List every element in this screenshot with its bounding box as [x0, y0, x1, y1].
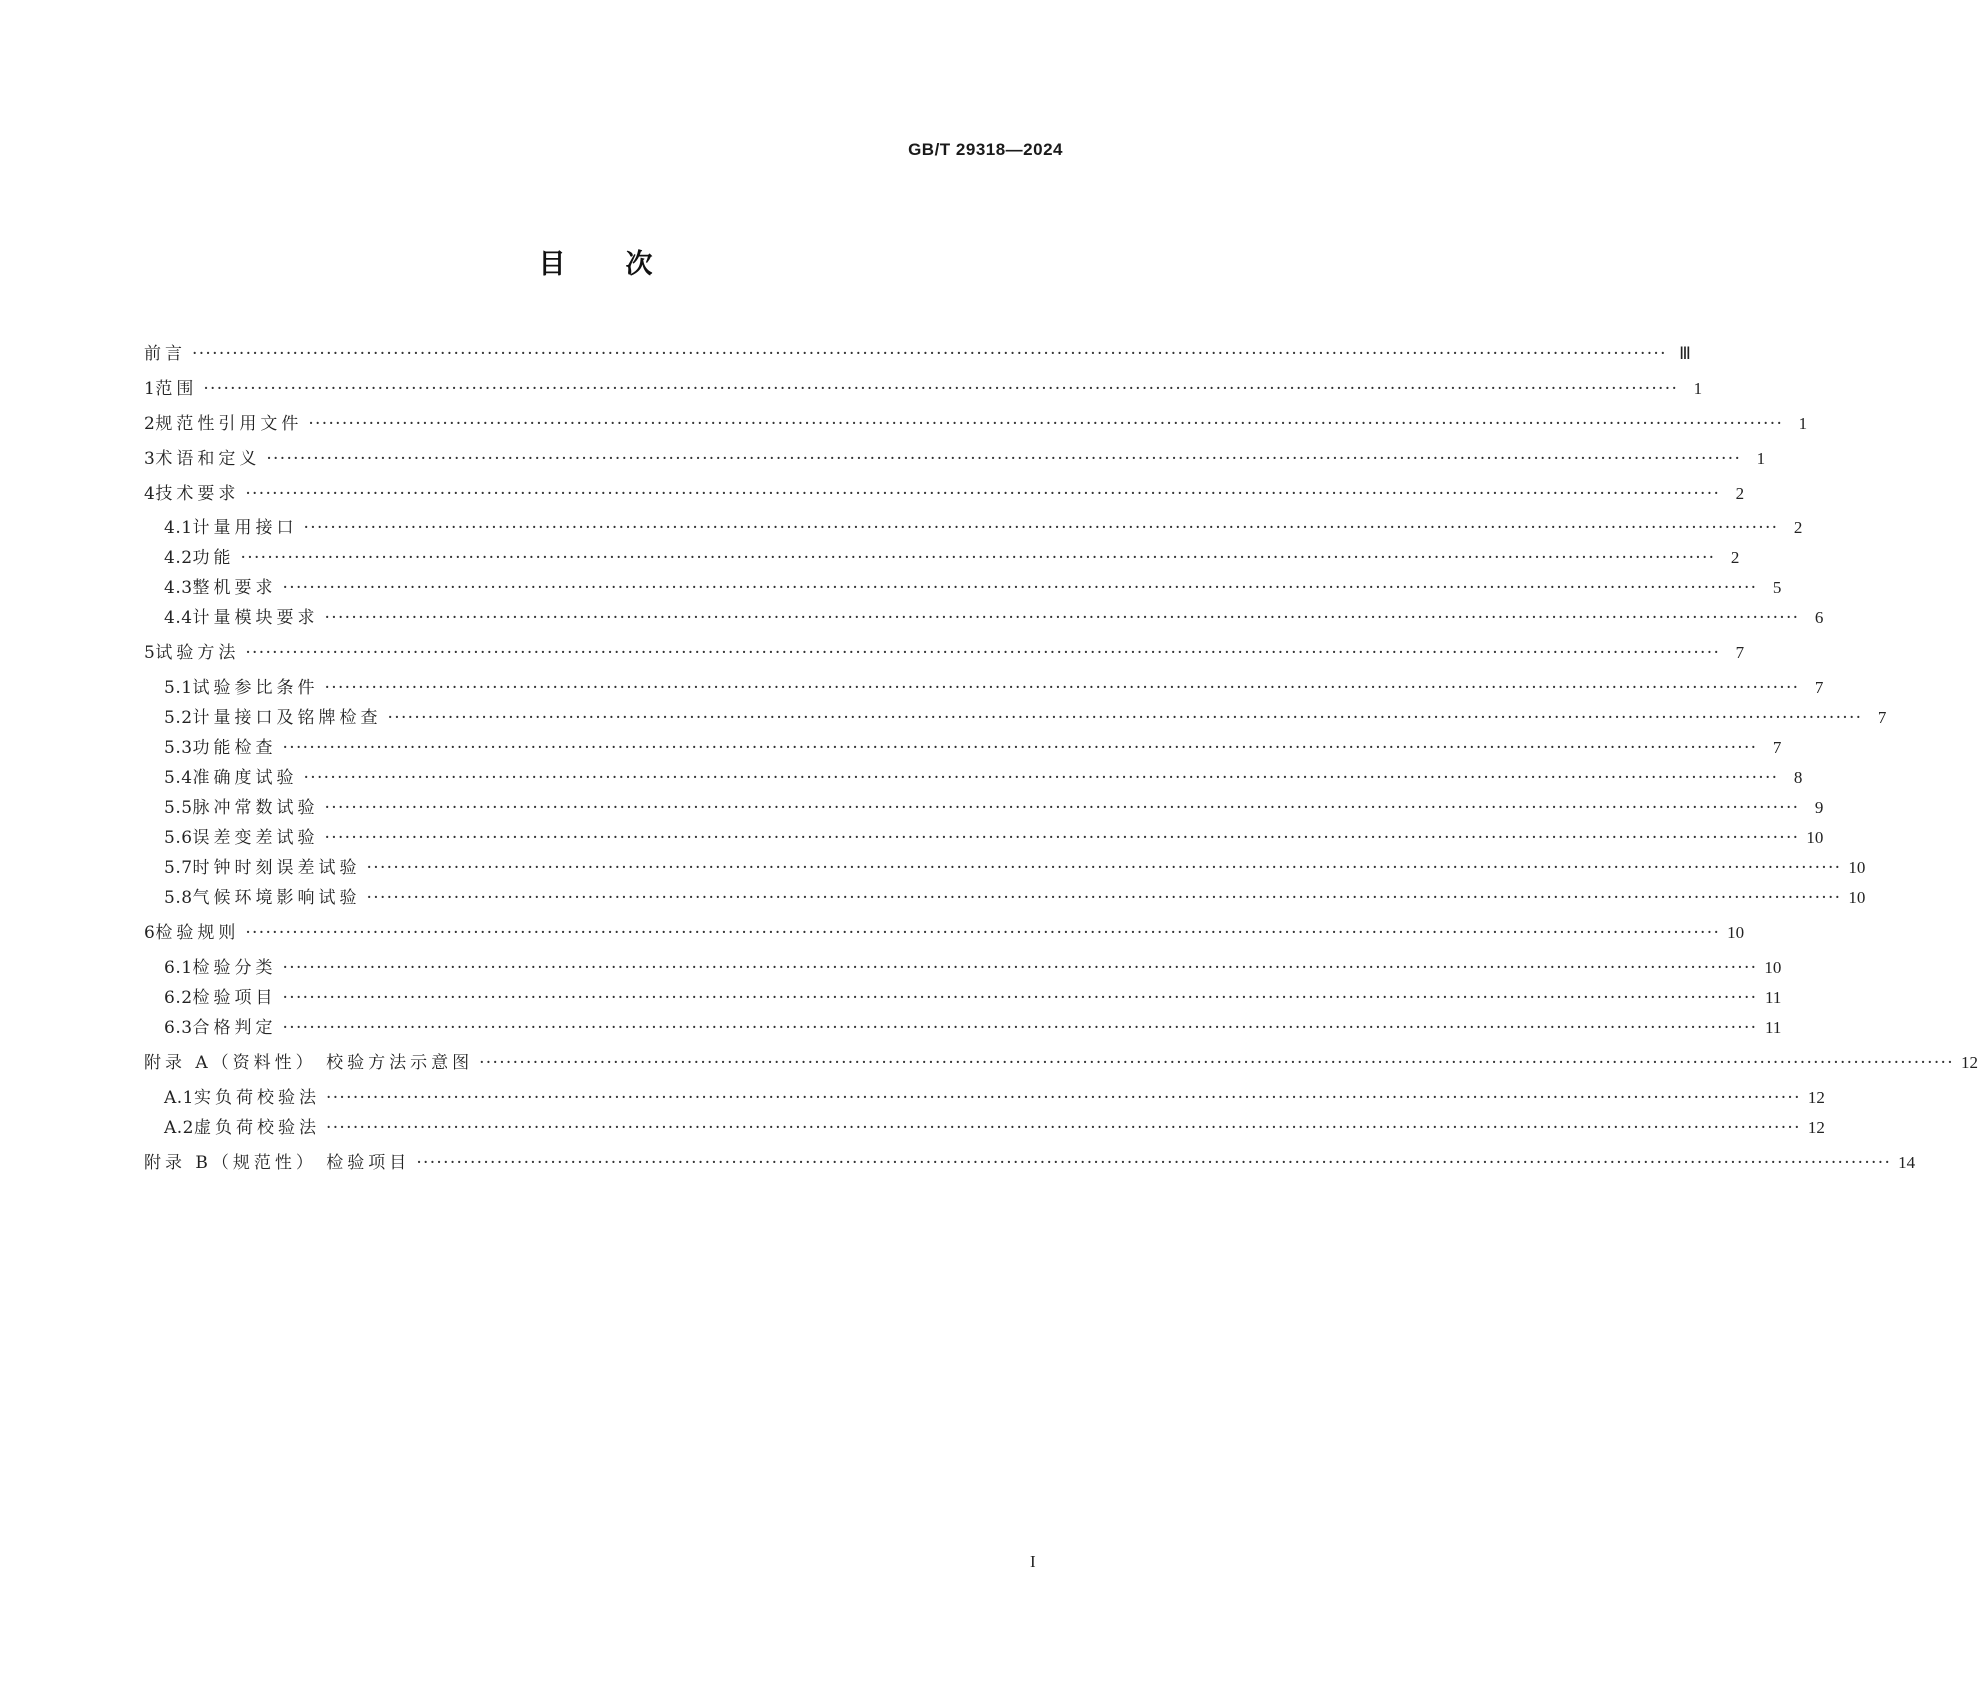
dot-leader: ····························································································································································································································	[245, 923, 1721, 943]
toc-entry[interactable]	[144, 1051, 1978, 1075]
toc-entry-page: 2	[1730, 548, 1740, 567]
toc-entry[interactable]	[144, 412, 1808, 436]
toc-entry-label: 合格判定	[192, 1018, 277, 1038]
toc-entry-label: 检验规则	[155, 923, 240, 943]
toc-entry-label: 计量接口及铭牌检查	[192, 708, 382, 728]
toc-entry-number: 3	[144, 449, 156, 469]
toc-entry-page: 12	[1807, 1118, 1825, 1137]
dot-leader: ····························································································································································································································	[266, 449, 1742, 469]
toc-entry[interactable]	[144, 342, 1691, 366]
dot-leader: ····························································································································································································································	[240, 548, 1716, 568]
standard-code: GB/T 29318—2024	[908, 140, 1063, 159]
toc-entry-number: 6.1	[164, 958, 193, 978]
toc-entry-number: 4.2	[164, 548, 193, 568]
dot-leader: ····························································································································································································································	[366, 888, 1842, 908]
toc-entry-page: 7	[1735, 643, 1745, 662]
toc-entry-page: 1	[1693, 379, 1703, 398]
toc-entry[interactable]	[144, 447, 1766, 471]
toc-entry-number: 5.8	[164, 888, 193, 908]
toc-entry-page: 12	[1807, 1088, 1825, 1107]
toc-entry-label: 准确度试验	[192, 768, 298, 788]
toc-entry[interactable]	[144, 956, 1782, 980]
toc-entry-label: 规范性引用文件	[155, 414, 303, 434]
toc-entry-label: 脉冲常数试验	[192, 798, 319, 818]
toc-entry-label: 前言	[144, 344, 186, 364]
toc-entry-page: 1	[1756, 449, 1766, 468]
toc-entry-label: 试验参比条件	[192, 678, 319, 698]
toc-entry[interactable]	[144, 1116, 1825, 1140]
toc-entry-page: 7	[1877, 708, 1887, 727]
dot-leader: ····························································································································································································································	[203, 379, 1679, 399]
toc-entry-number: 5.2	[164, 708, 193, 728]
toc-entry[interactable]	[144, 796, 1824, 820]
toc-entry[interactable]	[144, 546, 1740, 570]
dot-leader: ····························································································································································································································	[416, 1153, 1892, 1173]
dot-leader: ····························································································································································································································	[326, 1088, 1801, 1108]
toc-entry-page: 9	[1814, 798, 1824, 817]
toc-entry-label: 气候环境影响试验	[192, 888, 361, 908]
toc-entry-page: 2	[1793, 518, 1803, 537]
toc-entry[interactable]	[144, 766, 1803, 790]
dot-leader: ····························································································································································································································	[282, 988, 1758, 1008]
toc-entry-number: 6	[144, 923, 156, 943]
toc-entry[interactable]	[144, 1016, 1782, 1040]
toc-entry[interactable]	[144, 736, 1782, 760]
toc-entry[interactable]	[144, 606, 1824, 630]
title-char-2: 次	[625, 249, 653, 280]
dot-leader: ····························································································································································································································	[324, 678, 1800, 698]
dot-leader: ····························································································································································································································	[303, 518, 1779, 538]
toc-entry-label: 功能	[192, 548, 235, 568]
toc-entry-number: 4.4	[164, 608, 193, 628]
toc-entry-label: 误差变差试验	[192, 828, 319, 848]
toc-entry[interactable]	[144, 641, 1745, 665]
toc-entry-number: 5.6	[164, 828, 193, 848]
toc-entry-number: 5.7	[164, 858, 193, 878]
toc-entry-number: 5	[144, 643, 156, 663]
toc-entry-label: 实负荷校验法	[194, 1088, 320, 1108]
toc-entry[interactable]	[144, 986, 1782, 1010]
toc-entry-number: 5.3	[164, 738, 193, 758]
toc-entry-label: 检验项目	[192, 988, 277, 1008]
dot-leader: ····························································································································································································································	[245, 643, 1721, 663]
page-title	[0, 242, 1191, 281]
toc-entry[interactable]	[144, 921, 1745, 945]
toc-entry-page: 6	[1814, 608, 1824, 627]
toc-entry-page: 10	[1727, 923, 1745, 942]
dot-leader: ····························································································································································································································	[245, 484, 1721, 504]
toc-entry-page: 5	[1772, 578, 1782, 597]
toc-entry-page: 7	[1814, 678, 1824, 697]
toc-entry-page: Ⅲ	[1679, 344, 1691, 363]
dot-leader: ····························································································································································································································	[324, 608, 1800, 628]
dot-leader: ····························································································································································································································	[387, 708, 1863, 728]
toc-entry-page: 10	[1806, 828, 1824, 847]
toc-entry-page: 12	[1960, 1053, 1978, 1072]
toc-entry[interactable]	[144, 1151, 1916, 1175]
toc-entry-number: 5.4	[164, 768, 193, 788]
toc-entry-label: 技术要求	[155, 484, 240, 504]
toc-entry-label: 附录 A（资料性） 校验方法示意图	[144, 1053, 474, 1073]
toc-entry[interactable]	[144, 676, 1824, 700]
toc-entry-label: 试验方法	[155, 643, 240, 663]
dot-leader: ····························································································································································································································	[303, 768, 1779, 788]
toc-entry-number: 5.5	[164, 798, 193, 818]
toc-entry-page: 11	[1765, 988, 1782, 1007]
toc-entry-label: 功能检查	[192, 738, 277, 758]
toc-entry-number: 6.3	[164, 1018, 193, 1038]
page-number: I	[1030, 1552, 1036, 1571]
toc-entry[interactable]	[144, 516, 1803, 540]
toc-entry-number: 1	[144, 379, 156, 399]
toc-entry-number: A.1	[164, 1088, 194, 1108]
toc-entry[interactable]	[144, 482, 1745, 506]
toc-entry-number: 6.2	[164, 988, 193, 1008]
toc-entry[interactable]	[144, 377, 1703, 401]
toc-entry-page: 1	[1798, 414, 1808, 433]
toc-entry-number: A.2	[164, 1118, 194, 1138]
toc-entry-page: 10	[1848, 858, 1866, 877]
toc-entry-page: 2	[1735, 484, 1745, 503]
title-char-1: 目	[538, 249, 566, 280]
toc-entry[interactable]	[144, 826, 1824, 850]
toc-entry-label: 附录 B（规范性） 检验项目	[144, 1153, 411, 1173]
toc-entry-label: 整机要求	[192, 578, 277, 598]
toc-entry[interactable]	[144, 856, 1866, 880]
dot-leader: ····························································································································································································································	[326, 1118, 1801, 1138]
toc-entry[interactable]	[144, 576, 1782, 600]
toc-entry-page: 14	[1898, 1153, 1916, 1172]
toc-entry-number: 4	[144, 484, 156, 504]
toc-entry-label: 虚负荷校验法	[194, 1118, 320, 1138]
toc-entry-number: 4.3	[164, 578, 193, 598]
toc-entry-number: 2	[144, 414, 156, 434]
dot-leader: ····························································································································································································································	[366, 858, 1842, 878]
dot-leader: ····························································································································································································································	[308, 414, 1784, 434]
toc-entry-number: 5.1	[164, 678, 193, 698]
toc-entry[interactable]	[144, 1086, 1825, 1110]
toc-entry-page: 11	[1765, 1018, 1782, 1037]
dot-leader: ····························································································································································································································	[324, 798, 1800, 818]
dot-leader: ····························································································································································································································	[324, 828, 1800, 848]
dot-leader: ····························································································································································································································	[282, 1018, 1758, 1038]
toc-entry-label: 检验分类	[192, 958, 277, 978]
dot-leader: ····························································································································································································································	[282, 958, 1758, 978]
toc-entry-label: 术语和定义	[155, 449, 261, 469]
dot-leader: ····························································································································································································································	[192, 344, 1667, 364]
toc-entry-page: 10	[1848, 888, 1866, 907]
toc-entry-number: 4.1	[164, 518, 193, 538]
toc-entry-page: 7	[1772, 738, 1782, 757]
dot-leader: ····························································································································································································································	[282, 738, 1758, 758]
toc-entry-page: 10	[1764, 958, 1782, 977]
toc-entry-label: 计量用接口	[192, 518, 298, 538]
toc-entry[interactable]	[144, 706, 1887, 730]
toc-entry[interactable]	[144, 886, 1866, 910]
dot-leader: ····························································································································································································································	[282, 578, 1758, 598]
toc-entry-page: 8	[1793, 768, 1803, 787]
dot-leader: ····························································································································································································································	[479, 1053, 1954, 1073]
toc-entry-label: 计量模块要求	[192, 608, 319, 628]
toc-entry-label: 范围	[155, 379, 198, 399]
toc-entry-label: 时钟时刻误差试验	[192, 858, 361, 878]
